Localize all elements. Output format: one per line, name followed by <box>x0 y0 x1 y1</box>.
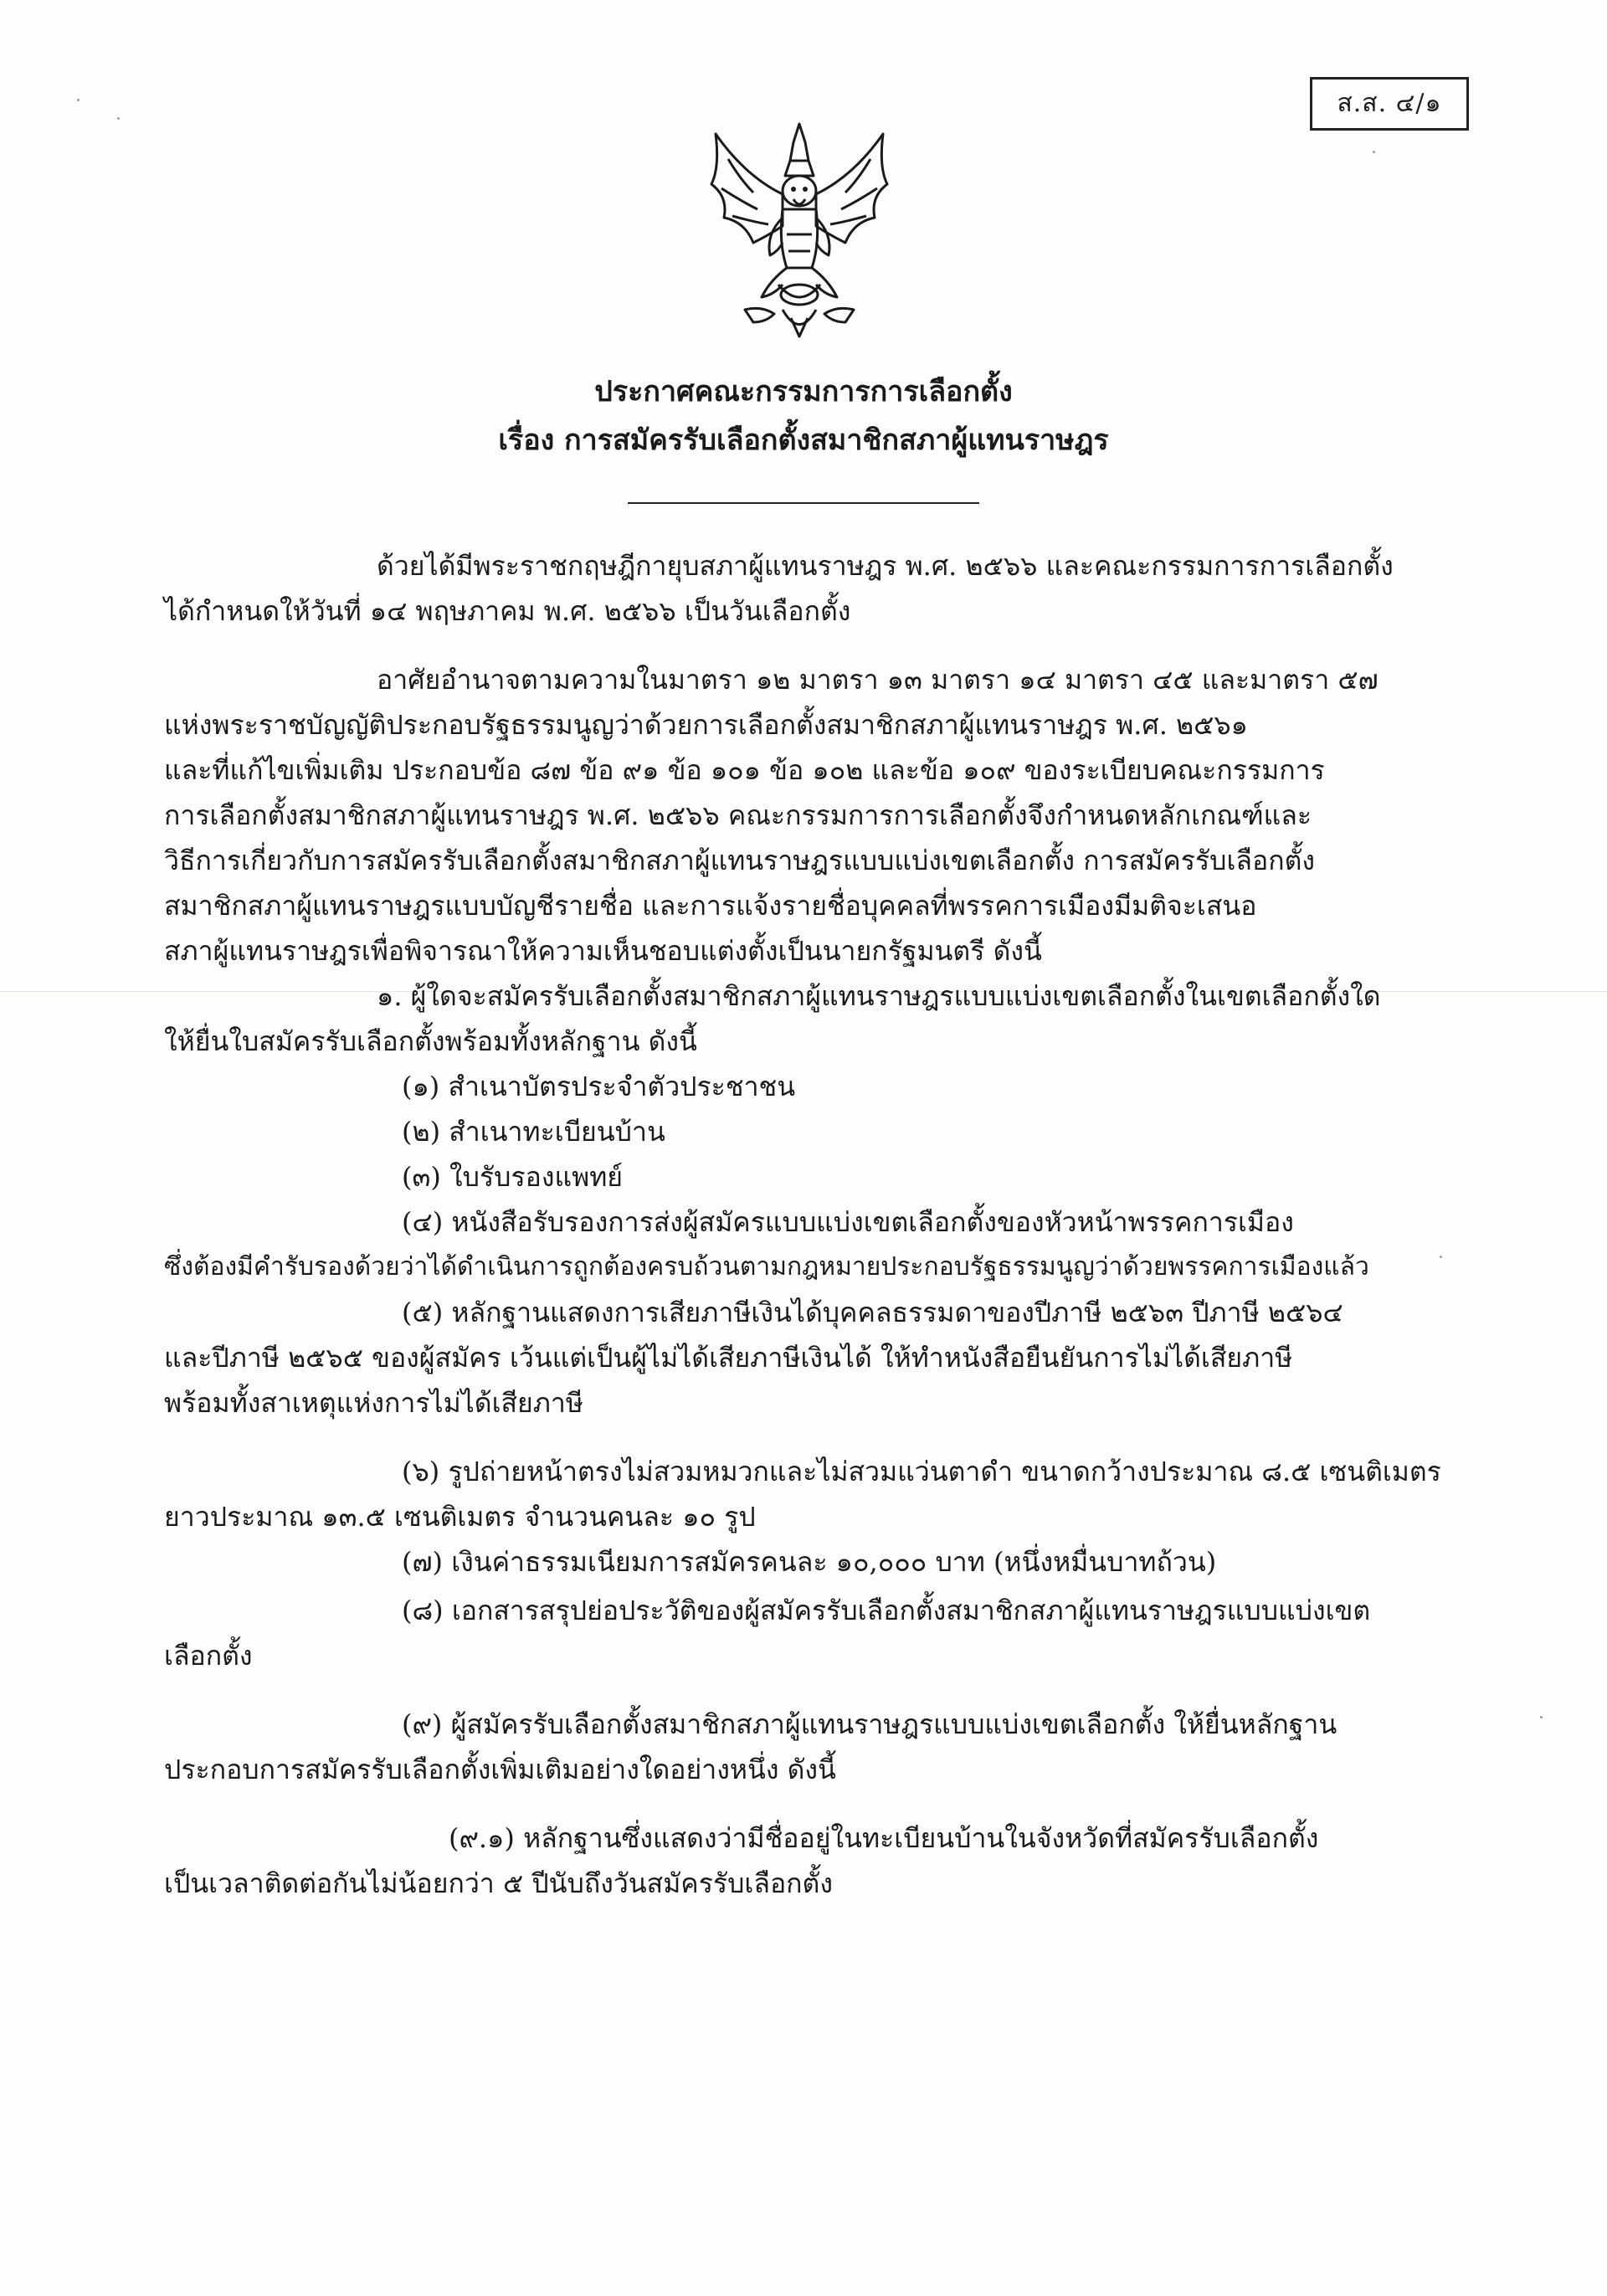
title-divider <box>628 502 979 504</box>
body-line: ยาวประมาณ ๑๓.๕ เซนติเมตร จำนวนคนละ ๑๐ รูป <box>164 1501 756 1533</box>
scan-speck <box>117 117 120 120</box>
scan-speck <box>77 99 80 101</box>
list-item: (๖) รูปถ่ายหน้าตรงไม่สวมหมวกและไม่สวมแว่นตาดำ ขนาดกว้างประมาณ ๘.๕ เซนติเมตร <box>402 1456 1441 1487</box>
body-line: อาศัยอำนาจตามความในมาตรา ๑๒ มาตรา ๑๓ มาตรา ๑๔ มาตรา ๔๕ และมาตรา ๕๗ <box>377 664 1379 696</box>
body-line: ๑. ผู้ใดจะสมัครรับเลือกตั้งสมาชิกสภาผู้แทนราษฎรแบบแบ่งเขตเลือกตั้งในเขตเลือกตั้งใด <box>377 980 1381 1012</box>
scan-speck <box>1540 1716 1543 1718</box>
list-item: (๙.๑) หลักฐานซึ่งแสดงว่ามีชื่ออยู่ในทะเบียนบ้านในจังหวัดที่สมัครรับเลือกตั้ง <box>449 1822 1319 1854</box>
body-line: ให้ยื่นใบสมัครรับเลือกตั้งพร้อมทั้งหลักฐาน ดังนี้ <box>164 1025 697 1057</box>
body-line: และปีภาษี ๒๕๖๕ ของผู้สมัคร เว้นแต่เป็นผู้ไม่ได้เสียภาษีเงินได้ ให้ทำหนังสือยืนยันการไม่ได้เสียภาษี <box>164 1342 1293 1374</box>
body-line: แห่งพระราชบัญญัติประกอบรัฐธรรมนูญว่าด้วยการเลือกตั้งสมาชิกสภาผู้แทนราษฎร พ.ศ. ๒๕๖๑ <box>164 709 1248 741</box>
body-line: สมาชิกสภาผู้แทนราษฎรแบบบัญชีรายชื่อ และการแจ้งรายชื่อบุคคลที่พรรคการเมืองมีมติจะเสนอ <box>164 890 1257 922</box>
body-line: เป็นเวลาติดต่อกันไม่น้อยกว่า ๕ ปีนับถึงวันสมัครรับเลือกตั้ง <box>164 1867 833 1899</box>
body-line: การเลือกตั้งสมาชิกสภาผู้แทนราษฎร พ.ศ. ๒๕๖๖ คณะกรรมการการเลือกตั้งจึงกำหนดหลักเกณฑ์และ <box>164 799 1312 831</box>
announcement-title: ประกาศคณะกรรมการการเลือกตั้ง <box>594 375 1013 408</box>
body-line: สภาผู้แทนราษฎรเพื่อพิจารณาให้ความเห็นชอบแต่งตั้งเป็นนายกรัฐมนตรี ดังนี้ <box>164 935 1042 967</box>
list-item: (๗) เงินค่าธรรมเนียมการสมัครคนละ ๑๐,๐๐๐ บาท (หนึ่งหมื่นบาทถ้วน) <box>402 1546 1217 1578</box>
list-item: (๔) หนังสือรับรองการส่งผู้สมัครแบบแบ่งเขตเลือกตั้งของหัวหน้าพรรคการเมือง <box>402 1206 1294 1238</box>
body-line: เลือกตั้ง <box>164 1640 253 1672</box>
body-line: ด้วยได้มีพระราชกฤษฎีกายุบสภาผู้แทนราษฎร พ.ศ. ๒๕๖๖ และคณะกรรมการการเลือกตั้ง <box>377 550 1394 582</box>
list-item: (๓) ใบรับรองแพทย์ <box>402 1161 624 1193</box>
scan-speck <box>1373 151 1375 153</box>
form-code-box: ส.ส. ๔/๑ <box>1310 77 1469 131</box>
list-item: (๕) หลักฐานแสดงการเสียภาษีเงินได้บุคคลธรรมดาของปีภาษี ๒๕๖๓ ปีภาษี ๒๕๖๔ <box>402 1297 1343 1328</box>
body-line: และที่แก้ไขเพิ่มเติม ประกอบข้อ ๘๗ ข้อ ๙๑ ข้อ ๑๐๑ ข้อ ๑๐๒ และข้อ ๑๐๙ ของระเบียบคณะกรรมการ <box>164 754 1325 786</box>
body-line: ซึ่งต้องมีคำรับรองด้วยว่าได้ดำเนินการถูกต้องครบถ้วนตามกฎหมายประกอบรัฐธรรมนูญว่าด้วยพรรคการเมืองแล้ว <box>164 1252 1369 1282</box>
garuda-emblem-icon <box>695 117 904 343</box>
body-line: วิธีการเกี่ยวกับการสมัครรับเลือกตั้งสมาชิกสภาผู้แทนราษฎรแบบแบ่งเขตเลือกตั้ง การสมัครรับเลือกตั้ง <box>164 845 1316 876</box>
body-line: พร้อมทั้งสาเหตุแห่งการไม่ได้เสียภาษี <box>164 1387 583 1419</box>
body-line: ประกอบการสมัครรับเลือกตั้งเพิ่มเติมอย่างใดอย่างหนึ่ง ดังนี้ <box>164 1754 836 1785</box>
announcement-subject: เรื่อง การสมัครรับเลือกตั้งสมาชิกสภาผู้แทนราษฎร <box>498 424 1109 457</box>
scan-speck <box>1440 1256 1442 1258</box>
list-item: (๙) ผู้สมัครรับเลือกตั้งสมาชิกสภาผู้แทนราษฎรแบบแบ่งเขตเลือกตั้ง ให้ยื่นหลักฐาน <box>402 1708 1337 1740</box>
list-item: (๑) สำเนาบัตรประจำตัวประชาชน <box>402 1071 796 1102</box>
body-line: ได้กำหนดให้วันที่ ๑๔ พฤษภาคม พ.ศ. ๒๕๖๖ เป็นวันเลือกตั้ง <box>164 595 851 627</box>
list-item: (๒) สำเนาทะเบียนบ้าน <box>402 1116 665 1148</box>
list-item: (๘) เอกสารสรุปย่อประวัติของผู้สมัครรับเลือกตั้งสมาชิกสภาผู้แทนราษฎรแบบแบ่งเขต <box>402 1595 1371 1626</box>
